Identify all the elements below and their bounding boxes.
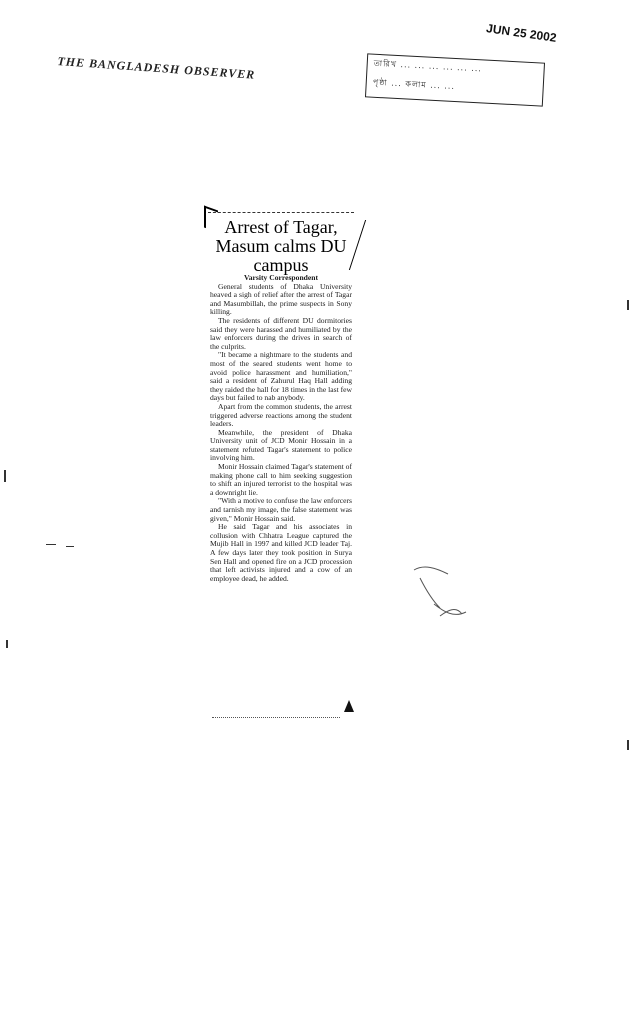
article-paragraph: The residents of different DU dormitories said they were harassed and humiliated by the law enforcers during the drives in search of the culprits. [210,315,352,351]
article-paragraph: General students of Dhaka University heaved a sigh of relief after the arrest of Tagar and Masumbillah, the prime suspects in Sony killing. [210,281,352,317]
article-byline: Varsity Correspondent [243,273,319,282]
scan-speck [66,546,74,547]
article-body [210,274,352,583]
clip-bottom-rule [212,717,340,718]
archive-stamp-line-2: পৃষ্ঠা ... কলাম ... ... [372,77,456,92]
scan-speck [4,470,6,482]
scan-speck [6,640,8,648]
clip-top-rule [208,212,354,215]
article-paragraph: "With a motive to confuse the law enforcers and tarnish my image, the false statement was given," Monir Hossain said. [210,496,352,523]
scan-speck [627,740,629,750]
article-paragraph: Apart from the common students, the arrest triggered adverse reactions among the student leaders. [210,401,352,429]
date-stamp: JUN 25 2002 [485,21,558,45]
scan-speck [627,300,629,310]
article-paragraph: Monir Hossain claimed Tagar's statement of making phone call to him seeking suggestion to shift an injured terrorist to the hospital was a downright lie. [210,462,352,497]
archive-stamp-line-1: তারিখ ... ... ... ... ... ... [373,58,483,74]
article-end-mark [344,700,354,712]
archive-stamp [365,53,545,106]
article-headline: Arrest of Tagar, Masum calms DU campus [215,217,347,275]
news-clipping [204,208,358,720]
article-paragraph: He said Tagar and his associates in collusion with Chhatra League captured the Mujib Hall in 1997 and killed JCD leader Taj. A few days later they took position in Surya Sen Hall and opened fire on a JCD procession that left activists injured and a cow of an employee dead, he added. [210,522,352,583]
pen-scribble [410,560,470,624]
scan-speck [46,544,56,545]
article-paragraph: Meanwhile, the president of Dhaka University unit of JCD Monir Hossain in a statement refuted Tagar's statement to police involving him. [210,427,352,463]
newspaper-masthead: THE BANGLADESH OBSERVER [57,54,256,82]
article-paragraph: "It became a nightmare to the students and most of the seared students went home to avoid police harassment and humiliation," said a resident of Zahurul Haq Hall adding they raided the hall for 18 times in the last few days but failed to nab anybody. [210,350,352,403]
